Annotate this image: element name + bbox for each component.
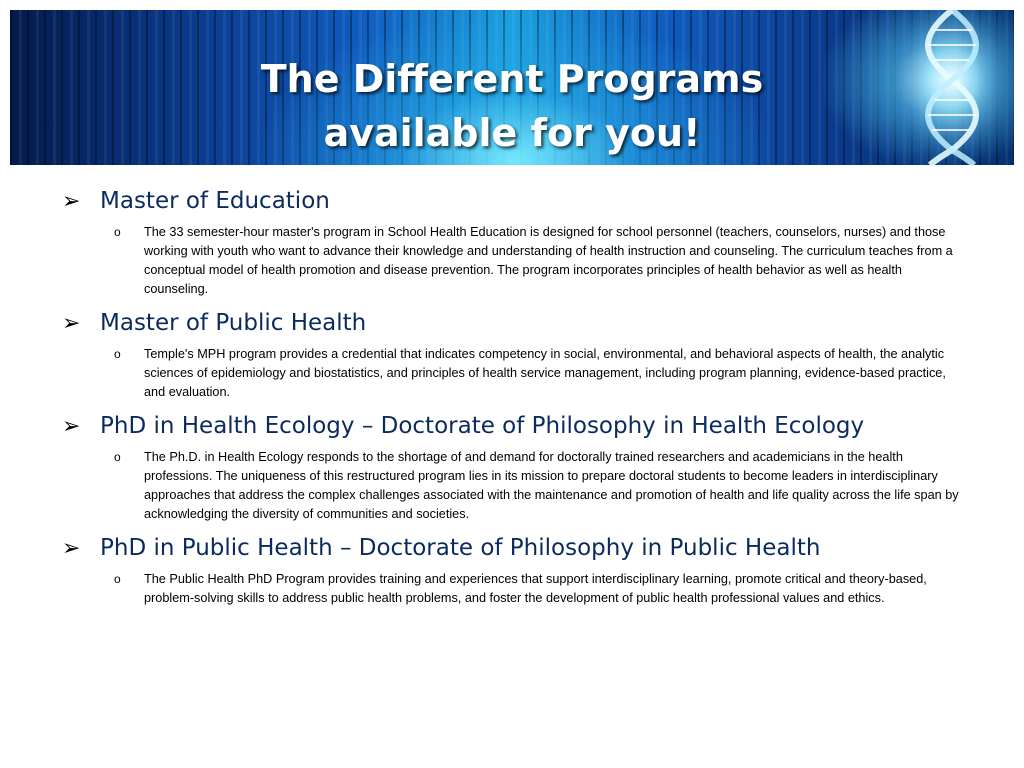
program-title: Master of Education	[100, 188, 330, 214]
program-item	[62, 183, 967, 299]
header-banner	[10, 10, 1014, 165]
program-heading	[62, 183, 967, 219]
program-list	[62, 183, 967, 614]
program-description: The Ph.D. in Health Ecology responds to the shortage of and demand for doctorally trained researchers and academicians in the health professions. The uniqueness of this restructured program lies in its mission to prepare doctoral students to become leaders in interdisciplinary approaches that address the complex challenges associated with the maintenance and promotion of health and life quality across the life span by acknowledging the diversity of communities and societies.	[144, 450, 959, 521]
circle-bullet-icon: o	[114, 572, 121, 586]
circle-bullet-icon: o	[114, 347, 121, 361]
program-description: The 33 semester-hour master's program in School Health Education is designed for school personnel (teachers, counselors, nurses) and those working with youth who want to advance their knowledge and understanding of health instruction and counseling. The curriculum teaches from a conceptual model of health promotion and disease prevention. The program incorporates principles of health behavior as well as health counseling.	[144, 225, 953, 296]
arrow-right-icon: ➢	[62, 311, 81, 336]
program-description: Temple's MPH program provides a credential that indicates competency in social, environmental, and behavioral aspects of health, the analytic sciences of epidemiology and biostatistics, and principles of health service management, including program planning, evidence-based practice, and evaluation.	[144, 347, 946, 399]
program-title: Master of Public Health	[100, 310, 367, 336]
slide-title	[10, 52, 1014, 160]
arrow-right-icon: ➢	[62, 414, 81, 439]
program-title: PhD in Public Health – Doctorate of Philosophy in Public Health	[100, 535, 821, 561]
circle-bullet-icon: o	[114, 450, 121, 464]
program-item	[62, 305, 967, 402]
program-detail	[62, 448, 967, 524]
program-heading	[62, 530, 967, 566]
arrow-right-icon: ➢	[62, 189, 81, 214]
program-detail	[62, 345, 967, 402]
slide-title-line1: The Different Programs	[260, 57, 764, 101]
program-detail	[62, 223, 967, 299]
program-heading	[62, 305, 967, 341]
program-description: The Public Health PhD Program provides training and experiences that support interdisciplinary learning, promote critical and theory-based, problem-solving skills to address public health problems, and foster the development of public health professional values and ethics.	[144, 572, 927, 605]
program-detail	[62, 570, 967, 608]
program-heading	[62, 408, 967, 444]
slide-title-line2: available for you!	[323, 111, 701, 155]
arrow-right-icon: ➢	[62, 536, 81, 561]
circle-bullet-icon: o	[114, 225, 121, 239]
program-item	[62, 530, 967, 608]
program-item	[62, 408, 967, 524]
program-title: PhD in Health Ecology – Doctorate of Philosophy in Health Ecology	[100, 413, 865, 439]
